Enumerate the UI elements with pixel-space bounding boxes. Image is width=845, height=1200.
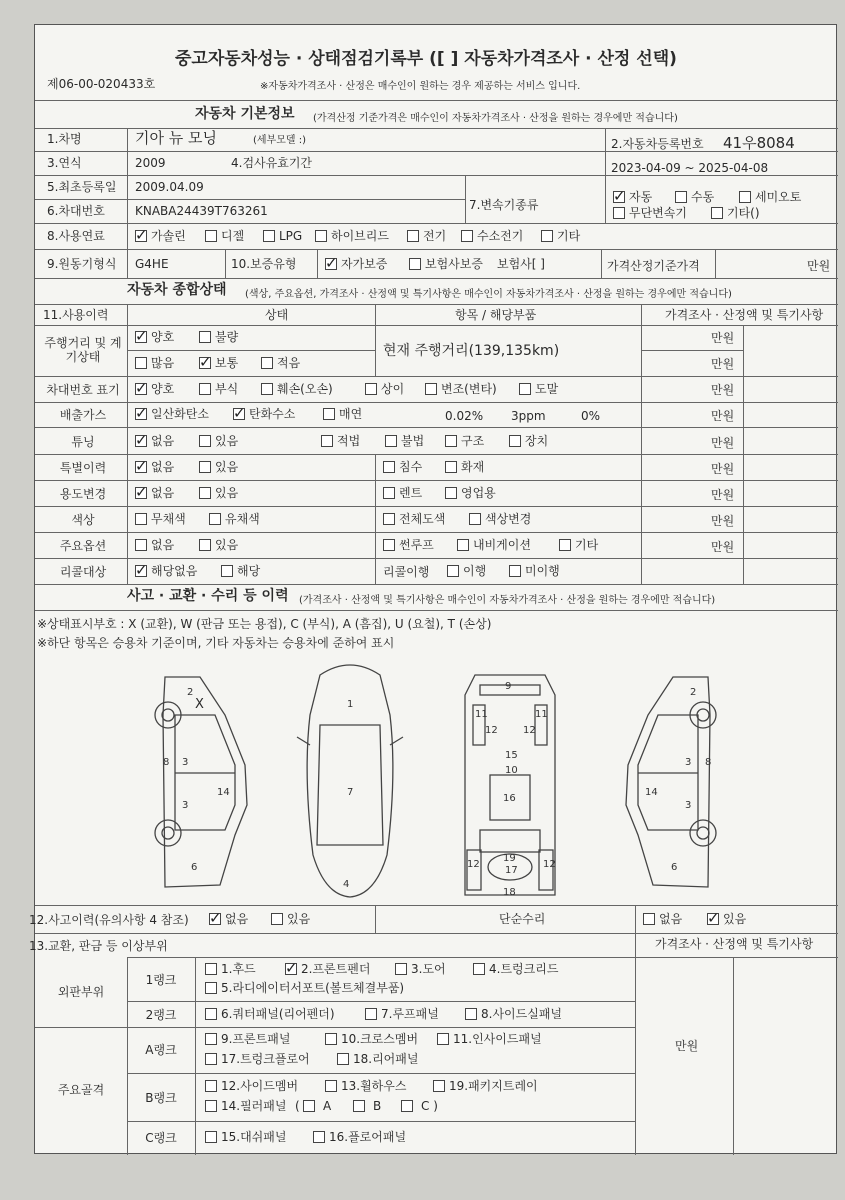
option-sunroof-checkbox[interactable]	[383, 539, 395, 551]
trans-semi: 세미오토	[755, 190, 802, 204]
first-reg: 2009.04.09	[135, 180, 204, 194]
simple-yes: 있음	[723, 912, 747, 926]
roof-panel-checkbox[interactable]	[365, 1008, 377, 1020]
door: 3.도어	[411, 962, 446, 976]
svg-text:18: 18	[503, 887, 516, 898]
vin-altered: 변조(변타)	[441, 382, 497, 396]
fuel-hydrogen: 수소전기	[477, 229, 524, 243]
label-accident-history: 12.사고이력(유의사항 4 참조)	[29, 913, 189, 927]
use-business: 영업용	[461, 486, 496, 500]
use-rent: 렌트	[399, 486, 423, 500]
accident-none: 없음	[225, 912, 249, 926]
door-checkbox[interactable]	[395, 963, 407, 975]
price-base-unit: 만원	[807, 259, 831, 273]
simple-none-checkbox[interactable]	[643, 913, 655, 925]
svg-text:12: 12	[485, 725, 498, 736]
trans-auto-checkbox[interactable]	[613, 191, 625, 203]
vin-diff-checkbox[interactable]	[365, 383, 377, 395]
label-warranty: 10.보증유형	[231, 257, 297, 271]
option-yes: 있음	[215, 538, 239, 552]
header-note: ※자동차가격조사 · 산정은 매수인이 원하는 경우 제공하는 서비스 입니다.	[260, 81, 581, 92]
front-fender-checkbox[interactable]	[285, 963, 297, 975]
mileage-normal-checkbox[interactable]	[199, 357, 211, 369]
color-change-checkbox[interactable]	[469, 513, 481, 525]
vin-diff: 상이	[381, 382, 405, 396]
option-other-checkbox[interactable]	[559, 539, 571, 551]
label-car-name: 1.차명	[47, 132, 82, 146]
svg-text:12: 12	[523, 725, 536, 736]
vin: KNABA24439T763261	[135, 204, 268, 218]
vin-good: 양호	[151, 382, 175, 396]
floor-panel-checkbox[interactable]	[313, 1131, 325, 1143]
fuel-gasoline: 가솔린	[151, 229, 186, 243]
label-reg-no: 2.자동차등록번호	[611, 137, 704, 151]
pillar-a-checkbox[interactable]	[303, 1100, 315, 1112]
vin-good-checkbox[interactable]	[135, 383, 147, 395]
sub-model: (세부모델 :)	[253, 135, 306, 146]
option-price: 만원	[711, 540, 735, 554]
row-options: 주요옵션	[59, 539, 107, 553]
trans-cvt: 무단변속기	[629, 206, 687, 220]
basic-info-title: 자동차 기본정보	[195, 106, 295, 122]
use-yes: 있음	[215, 486, 239, 500]
package-tray-checkbox[interactable]	[433, 1080, 445, 1092]
tuning-price: 만원	[711, 436, 735, 450]
vin-damage: 훼손(오손)	[277, 382, 333, 396]
pillar-panel: 14.필러패널	[221, 1099, 287, 1113]
quarter-panel-checkbox[interactable]	[205, 1008, 217, 1020]
mileage-low: 적음	[277, 356, 301, 370]
trans-other-checkbox[interactable]	[711, 207, 723, 219]
exchange-title: 13.교환, 판금 등 이상부위	[29, 939, 168, 953]
special-none: 없음	[151, 460, 175, 474]
row-vin-mark: 차대번호 표기	[46, 383, 120, 397]
mileage-high: 많음	[151, 356, 175, 370]
vin-price: 만원	[711, 383, 735, 397]
tuning-device-checkbox[interactable]	[509, 435, 521, 447]
tuning-yes-checkbox[interactable]	[199, 435, 211, 447]
rank-b-label: B랭크	[145, 1091, 177, 1105]
radiator-support-checkbox[interactable]	[205, 982, 217, 994]
gas-co-checkbox[interactable]	[135, 408, 147, 420]
vehicle-diagram	[35, 655, 838, 910]
form-title: 중고자동차성능 · 상태점검기록부 ([ ] 자동차가격조사 · 산정 선택)	[175, 49, 677, 69]
current-mileage: 현재 주행거리(139,135km)	[383, 343, 560, 359]
vin-corrosion-checkbox[interactable]	[199, 383, 211, 395]
front-panel: 9.프론트패널	[221, 1032, 291, 1046]
condition-note: (색상, 주요옵션, 가격조사 · 산정액 및 특기사항은 매수인이 자동차가격조사 · 산정을 원하는 경우에만 적습니다)	[245, 289, 732, 300]
side-member: 12.사이드멤버	[221, 1079, 299, 1093]
col-price-notes: 가격조사 · 산정액 및 특기사항	[665, 308, 824, 322]
special-none-checkbox[interactable]	[135, 461, 147, 473]
simple-yes-checkbox[interactable]	[707, 913, 719, 925]
fuel-hybrid-checkbox[interactable]	[315, 230, 327, 242]
trunk-floor: 17.트렁크플로어	[221, 1052, 310, 1066]
simple-none: 없음	[659, 912, 683, 926]
reg-no: 41우8084	[723, 134, 795, 152]
recall-not-done-checkbox[interactable]	[509, 565, 521, 577]
svg-text:9: 9	[505, 681, 512, 692]
svg-text:14: 14	[217, 787, 230, 798]
radiator-support: 5.라디에이터서포트(볼트체결부품)	[221, 981, 405, 995]
tuning-illegal-checkbox[interactable]	[385, 435, 397, 447]
color-chromatic: 유채색	[225, 512, 260, 526]
frame-label: 주요골격	[57, 1083, 105, 1097]
warranty-self-checkbox[interactable]	[325, 258, 337, 270]
rear-panel: 18.리어패널	[353, 1052, 419, 1066]
label-engine: 9.원동기형식	[47, 257, 117, 271]
pillar-panel-checkbox[interactable]	[205, 1100, 217, 1112]
svg-text:1: 1	[347, 699, 354, 710]
col-items: 항목 / 해당부품	[455, 308, 537, 322]
label-vin: 6.차대번호	[47, 204, 105, 218]
hood-checkbox[interactable]	[205, 963, 217, 975]
trunk-floor-checkbox[interactable]	[205, 1053, 217, 1065]
year: 2009	[135, 156, 166, 170]
gas-smoke-checkbox[interactable]	[323, 408, 335, 420]
row-use-change: 용도변경	[59, 487, 107, 501]
svg-text:10: 10	[505, 765, 518, 776]
wheel-house-checkbox[interactable]	[325, 1080, 337, 1092]
label-first-reg: 5.최초등록일	[47, 180, 117, 194]
pillar-a: A	[323, 1099, 332, 1113]
pillar-b-checkbox[interactable]	[353, 1100, 365, 1112]
inspection-sheet	[29, 24, 837, 1154]
svg-text:16: 16	[503, 793, 516, 804]
svg-text:6: 6	[191, 862, 198, 873]
vin-smear-checkbox[interactable]	[519, 383, 531, 395]
cross-member-checkbox[interactable]	[325, 1033, 337, 1045]
option-none: 없음	[151, 538, 175, 552]
recall-na: 해당없음	[151, 564, 198, 578]
use-rent-checkbox[interactable]	[383, 487, 395, 499]
mileage-good-checkbox[interactable]	[135, 331, 147, 343]
legend-line-1: ※상태표시부호 : X (교환), W (판금 또는 용접), C (부식), A (흠집), U (요철), T (손상)	[37, 617, 492, 631]
tuning-structure: 구조	[461, 434, 485, 448]
option-sunroof: 썬루프	[399, 538, 434, 552]
valid-period: 2023-04-09 ~ 2025-04-08	[611, 161, 769, 175]
svg-text:3: 3	[685, 800, 692, 811]
color-price: 만원	[711, 514, 735, 528]
recall-na-checkbox[interactable]	[135, 565, 147, 577]
trans-other: 기타()	[727, 206, 760, 220]
label-fuel: 8.사용연료	[47, 229, 105, 243]
damage-mark-x: X	[195, 697, 204, 712]
pillar-paren-open: (	[295, 1099, 300, 1113]
gas-smoke-value: 0%	[581, 409, 601, 423]
accident-title: 사고 · 교환 · 수리 등 이력	[127, 588, 289, 604]
svg-text:2: 2	[690, 687, 697, 698]
svg-text:19: 19	[503, 853, 516, 864]
label-transmission: 7.변속기종류	[469, 198, 539, 212]
simple-repair-label: 단순수리	[499, 912, 546, 926]
mileage-low-checkbox[interactable]	[261, 357, 273, 369]
side-member-checkbox[interactable]	[205, 1080, 217, 1092]
gas-smoke: 매연	[339, 407, 363, 421]
recall-yes-checkbox[interactable]	[221, 565, 233, 577]
trans-manual-checkbox[interactable]	[675, 191, 687, 203]
use-yes-checkbox[interactable]	[199, 487, 211, 499]
color-full-paint: 전체도색	[399, 512, 446, 526]
svg-text:8: 8	[163, 757, 170, 768]
row-emission: 배출가스	[59, 408, 107, 422]
outer-panel-label: 외판부위	[57, 985, 105, 999]
fuel-other-checkbox[interactable]	[541, 230, 553, 242]
exchange-price: 만원	[675, 1039, 699, 1053]
option-navi: 내비게이션	[473, 538, 531, 552]
tuning-none: 없음	[151, 434, 175, 448]
pillar-b: B	[373, 1099, 382, 1113]
vin-corrosion: 부식	[215, 382, 239, 396]
svg-text:2: 2	[187, 687, 194, 698]
special-yes-checkbox[interactable]	[199, 461, 211, 473]
quarter-panel: 6.쿼터패널(리어펜더)	[221, 1007, 335, 1021]
basic-info-note: (가격산정 기준가격은 매수인이 자동차가격조사 · 산정을 원하는 경우에만 적습니다)	[313, 113, 678, 124]
roof-panel: 7.루프패널	[381, 1007, 439, 1021]
gas-co-value: 0.02%	[445, 409, 484, 423]
mileage-normal: 보통	[215, 356, 239, 370]
legend-line-2: ※하단 항목은 승용차 기준이며, 기타 자동차는 승용차에 준하여 표시	[37, 636, 395, 650]
fuel-diesel-checkbox[interactable]	[205, 230, 217, 242]
fuel-electric: 전기	[423, 229, 447, 243]
mileage-price-2: 만원	[711, 357, 735, 371]
fuel-lpg: LPG	[279, 229, 303, 243]
document-number: 제06-00-020433호	[47, 77, 156, 91]
use-business-checkbox[interactable]	[445, 487, 457, 499]
color-full-paint-checkbox[interactable]	[383, 513, 395, 525]
warranty-self: 자가보증	[341, 257, 388, 271]
accident-yes-checkbox[interactable]	[271, 913, 283, 925]
vin-damage-checkbox[interactable]	[261, 383, 273, 395]
recall-done: 이행	[463, 564, 487, 578]
svg-text:4: 4	[343, 879, 350, 890]
use-none-checkbox[interactable]	[135, 487, 147, 499]
gas-hc-checkbox[interactable]	[233, 408, 245, 420]
warranty-insurer-name: 보험사[ ]	[497, 257, 545, 271]
row-tuning: 튜닝	[71, 435, 95, 449]
gas-co: 일산화탄소	[151, 407, 209, 421]
row-mileage: 주행거리 및 계기상태	[44, 336, 122, 364]
pillar-c-checkbox[interactable]	[401, 1100, 413, 1112]
fuel-gasoline-checkbox[interactable]	[135, 230, 147, 242]
fuel-other: 기타	[557, 229, 581, 243]
inside-panel-checkbox[interactable]	[437, 1033, 449, 1045]
svg-text:3: 3	[182, 800, 189, 811]
special-fire: 화재	[461, 460, 485, 474]
trunk-lid: 4.트렁크리드	[489, 962, 559, 976]
fuel-electric-checkbox[interactable]	[407, 230, 419, 242]
svg-text:15: 15	[505, 750, 518, 761]
svg-text:3: 3	[685, 757, 692, 768]
option-navi-checkbox[interactable]	[457, 539, 469, 551]
svg-text:11: 11	[535, 709, 548, 720]
inside-panel: 11.인사이드패널	[453, 1032, 542, 1046]
tuning-illegal: 불법	[401, 434, 425, 448]
rear-panel-checkbox[interactable]	[337, 1053, 349, 1065]
label-valid: 4.검사유효기간	[231, 156, 313, 170]
color-achromatic: 무채색	[151, 512, 186, 526]
hood: 1.후드	[221, 962, 256, 976]
svg-text:12: 12	[543, 859, 556, 870]
rank-a-label: A랭크	[145, 1043, 177, 1057]
trans-cvt-checkbox[interactable]	[613, 207, 625, 219]
svg-text:7: 7	[347, 787, 354, 798]
recall-not-done: 미이행	[525, 564, 560, 578]
tuning-legal: 적법	[337, 434, 361, 448]
special-yes: 있음	[215, 460, 239, 474]
svg-text:14: 14	[645, 787, 658, 798]
vin-altered-checkbox[interactable]	[425, 383, 437, 395]
accident-yes: 있음	[287, 912, 311, 926]
side-sill: 8.사이드실패널	[481, 1007, 563, 1021]
recall-yes: 해당	[237, 564, 261, 578]
row-recall: 리콜대상	[59, 565, 107, 579]
rank-1-label: 1랭크	[145, 973, 177, 987]
car-name: 기아 뉴 모닝	[135, 129, 217, 147]
pillar-c: C )	[421, 1099, 438, 1113]
gas-price: 만원	[711, 409, 735, 423]
special-fire-checkbox[interactable]	[445, 461, 457, 473]
front-panel-checkbox[interactable]	[205, 1033, 217, 1045]
fuel-lpg-checkbox[interactable]	[263, 230, 275, 242]
special-flood: 침수	[399, 460, 423, 474]
use-none: 없음	[151, 486, 175, 500]
svg-text:11: 11	[475, 709, 488, 720]
recall-done-label: 리콜이행	[383, 565, 430, 579]
option-none-checkbox[interactable]	[135, 539, 147, 551]
mileage-good: 양호	[151, 330, 175, 344]
vin-smear: 도말	[535, 382, 559, 396]
gas-hc: 탄화수소	[249, 407, 296, 421]
color-chromatic-checkbox[interactable]	[209, 513, 221, 525]
accident-note: (가격조사 · 산정액 및 특기사항은 매수인이 자동차가격조사 · 산정을 원하는 경우에만 적습니다)	[299, 595, 716, 606]
tuning-legal-checkbox[interactable]	[321, 435, 333, 447]
recall-done-checkbox[interactable]	[447, 565, 459, 577]
mileage-bad: 불량	[215, 330, 239, 344]
special-flood-checkbox[interactable]	[383, 461, 395, 473]
side-sill-checkbox[interactable]	[465, 1008, 477, 1020]
special-price: 만원	[711, 462, 735, 476]
svg-text:12: 12	[467, 859, 480, 870]
color-change: 색상변경	[485, 512, 532, 526]
trunk-lid-checkbox[interactable]	[473, 963, 485, 975]
package-tray: 19.패키지트레이	[449, 1079, 538, 1093]
color-achromatic-checkbox[interactable]	[135, 513, 147, 525]
rank-2-label: 2랭크	[145, 1008, 177, 1022]
trans-manual: 수동	[691, 190, 715, 204]
fuel-diesel: 디젤	[221, 229, 245, 243]
dash-panel: 15.대쉬패널	[221, 1130, 287, 1144]
tuning-yes: 있음	[215, 434, 239, 448]
fuel-hydrogen-checkbox[interactable]	[461, 230, 473, 242]
tuning-device: 장치	[525, 434, 549, 448]
svg-text:8: 8	[705, 757, 712, 768]
trans-auto: 자동	[629, 190, 653, 204]
mileage-bad-checkbox[interactable]	[199, 331, 211, 343]
exchange-price-header: 가격조사 · 산정액 및 특기사항	[655, 937, 814, 951]
option-other: 기타	[575, 538, 599, 552]
svg-text:3: 3	[182, 757, 189, 768]
mileage-high-checkbox[interactable]	[135, 357, 147, 369]
front-fender: 2.프론트펜더	[301, 962, 371, 976]
rank-c-label: C랭크	[145, 1131, 177, 1145]
row-special: 특별이력	[59, 461, 107, 475]
tuning-structure-checkbox[interactable]	[445, 435, 457, 447]
label-year: 3.연식	[47, 156, 82, 170]
option-yes-checkbox[interactable]	[199, 539, 211, 551]
wheel-house: 13.휠하우스	[341, 1079, 407, 1093]
mileage-price-1: 만원	[711, 331, 735, 345]
price-base-label: 가격산정기준가격	[607, 259, 700, 273]
use-price: 만원	[711, 488, 735, 502]
gas-hc-value: 3ppm	[511, 409, 546, 423]
condition-title: 자동차 종합상태	[127, 282, 227, 298]
engine-type: G4HE	[135, 257, 169, 271]
warranty-insurer-checkbox[interactable]	[409, 258, 421, 270]
svg-text:17: 17	[505, 865, 518, 876]
cross-member: 10.크로스멤버	[341, 1032, 419, 1046]
col-status: 상태	[265, 308, 289, 322]
trans-semi-checkbox[interactable]	[739, 191, 751, 203]
row-color: 색상	[71, 513, 95, 527]
warranty-insurer: 보험사보증	[425, 257, 483, 271]
floor-panel: 16.플로어패널	[329, 1130, 407, 1144]
accident-none-checkbox[interactable]	[209, 913, 221, 925]
col-usage-history: 11.사용이력	[43, 308, 109, 322]
tuning-none-checkbox[interactable]	[135, 435, 147, 447]
dash-panel-checkbox[interactable]	[205, 1131, 217, 1143]
fuel-hybrid: 하이브리드	[331, 229, 389, 243]
svg-text:6: 6	[671, 862, 678, 873]
